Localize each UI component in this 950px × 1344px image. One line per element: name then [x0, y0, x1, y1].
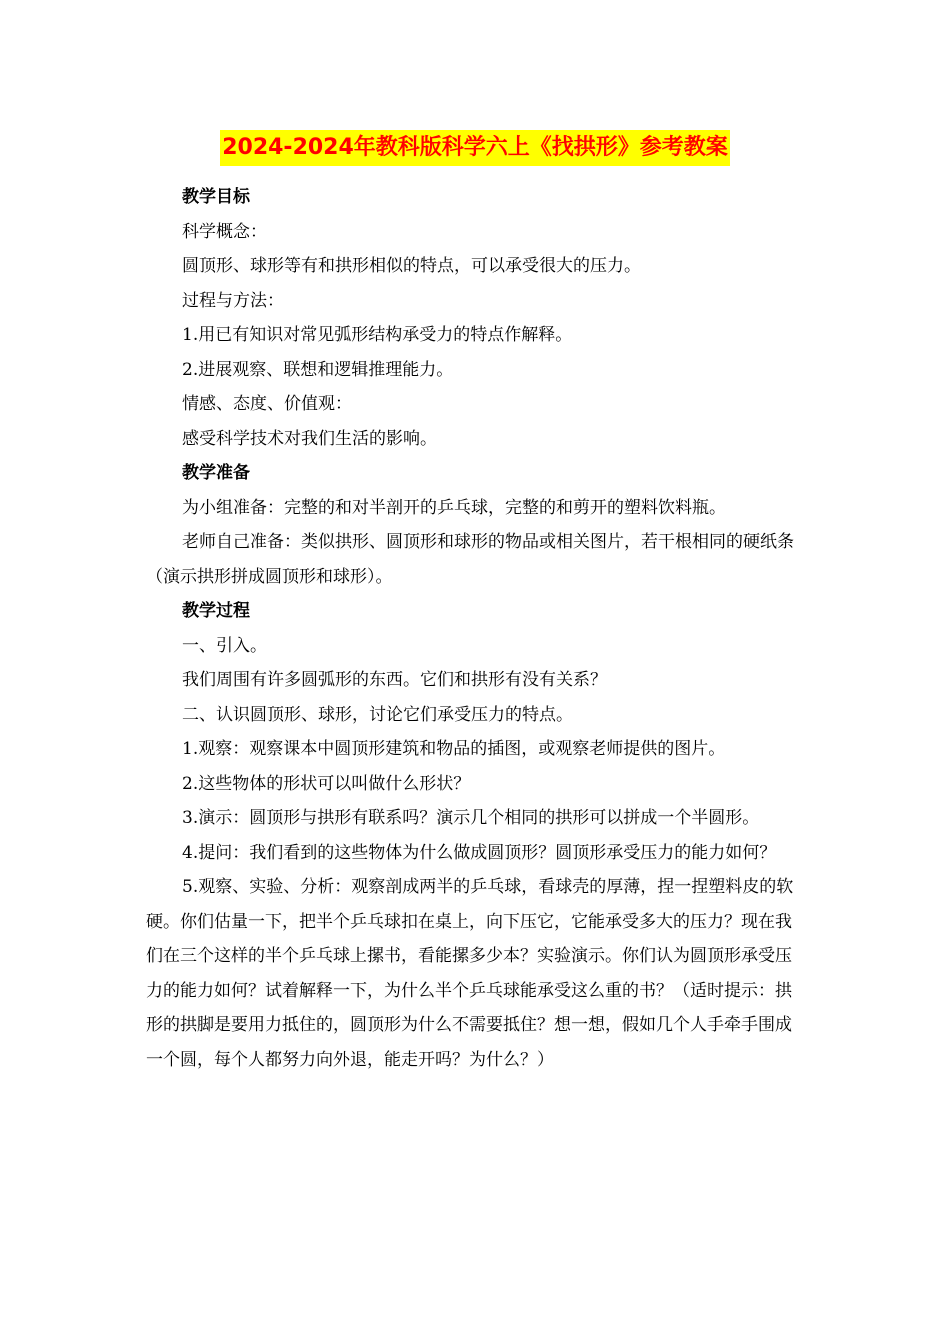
paragraph: 过程与方法：	[182, 290, 284, 311]
document-title: 2024-2024年教科版科学六上《找拱形》参考教案	[220, 130, 730, 166]
paragraph: 1.用已有知识对常见弧形结构承受力的特点作解释。	[182, 325, 573, 345]
paragraph: 4.提问：我们看到的这些物体为什么做成圆顶形？圆顶形承受压力的能力如何？	[182, 842, 777, 863]
paragraph: 1.观察：观察课本中圆顶形建筑和物品的插图，或观察老师提供的图片。	[182, 739, 726, 759]
document-body	[146, 180, 806, 1077]
paragraph: 5.观察、实验、分析：观察剖成两半的乒乓球，看球壳的厚薄，捏一捏塑料皮的软硬。你们估量一下，把半个乒乓球扣在桌上，向下压它，它能承受多大的压力？现在我们在三个这样的半个乒乓球上摞书，看能摞多少本？实验演示。你们认为圆顶形承受压力的能力如何？试着解释一下，为什么半个乒乓球能承受这么重的书？（适时提示：拱形的拱脚是要用力抵住的，圆顶形为什么不需要抵住？想一想，假如几个人手牵手围成一个圆，每个人都努力向外退，能走开吗？为什么？）	[146, 877, 794, 1070]
paragraph: 3.演示：圆顶形与拱形有联系吗？演示几个相同的拱形可以拼成一个半圆形。	[182, 808, 760, 828]
paragraph: 2.进展观察、联想和逻辑推理能力。	[182, 359, 454, 380]
paragraph: 一、引入。	[182, 635, 267, 656]
title-container	[0, 130, 950, 166]
paragraph: 科学概念：	[182, 221, 267, 242]
paragraph: 感受科学技术对我们生活的影响。	[182, 428, 437, 449]
section-heading: 教学过程	[182, 601, 250, 621]
paragraph: 2.这些物体的形状可以叫做什么形状？	[182, 773, 471, 794]
paragraph: 为小组准备：完整的和对半剖开的乒乓球，完整的和剪开的塑料饮料瓶。	[182, 497, 726, 518]
paragraph: 我们周围有许多圆弧形的东西。它们和拱形有没有关系？	[182, 670, 607, 690]
paragraph: 二、认识圆顶形、球形，讨论它们承受压力的特点。	[182, 704, 573, 725]
paragraph: 圆顶形、球形等有和拱形相似的特点，可以承受很大的压力。	[182, 256, 641, 276]
section-heading: 教学准备	[182, 463, 250, 483]
paragraph: 老师自己准备：类似拱形、圆顶形和球形的物品或相关图片，若干根相同的硬纸条（演示拱形拼成圆顶形和球形）。	[146, 532, 794, 587]
paragraph: 情感、态度、价值观：	[182, 394, 352, 414]
section-heading: 教学目标	[182, 187, 250, 207]
